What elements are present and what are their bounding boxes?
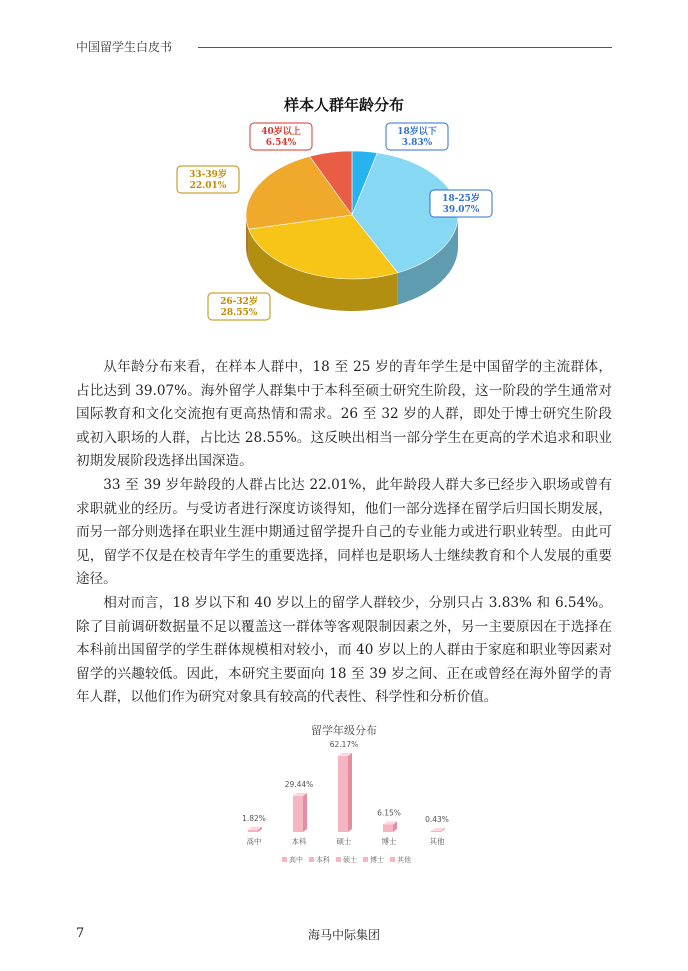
legend-label: 高中 (289, 856, 303, 864)
paragraph-2: 33 至 39 岁年龄段的人群占比达 22.01%，此年龄段人群大多已经步入职场或曾有求职就业的经历。与受访者进行深度访谈得知，他们一部分选择在留学后归国长期发展，而另一部分则选择在职业生涯中期通过留学提升自己的专业能力或进行职业转型。由此可见，留学不仅是在校青年学生的重要选择，同样也是职场人士继续教育和个人发展的重要途径。 (76, 476, 612, 588)
svg-text:39.07%: 39.07% (442, 205, 480, 215)
footer-organization: 海马中际集团 (307, 928, 380, 942)
legend-swatch (309, 857, 314, 862)
bar-高中 (248, 827, 262, 832)
bar-其他 (431, 828, 445, 832)
bar-category-label: 其他 (429, 837, 445, 846)
bar-value-label: 1.82% (242, 813, 266, 823)
bar-category-label: 本科 (291, 837, 307, 846)
svg-text:3.83%: 3.83% (401, 138, 433, 148)
svg-text:18岁以下: 18岁以下 (397, 127, 437, 137)
pie-label-4 (250, 123, 312, 150)
bar-chart-title: 留学年级分布 (311, 724, 377, 737)
legend-swatch (390, 857, 395, 862)
bar-category-label: 高中 (246, 837, 262, 846)
bar-value-label: 6.15% (377, 808, 401, 818)
svg-text:40岁以上: 40岁以上 (261, 127, 301, 137)
pie-label-2 (208, 293, 270, 320)
legend-swatch (336, 857, 341, 862)
legend-label: 博士 (370, 856, 384, 864)
legend-swatch (282, 857, 287, 862)
bar-value-label: 0.43% (425, 815, 449, 824)
svg-text:18-25岁: 18-25岁 (442, 194, 480, 204)
bar-博士 (383, 821, 397, 832)
pie-label-0 (386, 123, 448, 150)
header-title: 中国留学生白皮书 (76, 40, 173, 54)
page-number: 7 (76, 926, 85, 941)
legend-swatch (363, 857, 368, 862)
bar-category-label: 硕士 (336, 837, 352, 846)
svg-text:6.54%: 6.54% (265, 138, 297, 148)
bar-本科 (293, 793, 307, 832)
bar-硕士 (338, 753, 352, 832)
paragraph-1: 从年龄分布来看，在样本人群中，18 至 25 岁的青年学生是中国留学的主流群体，占比达到 39.07%。海外留学人群集中于本科至硕士研究生阶段，这一阶段的学生通常对国际教育和文化交流抱有更高热情和需求。26 至 32 岁的人群，即处于博士研究生阶段或初入职场的人群，占比达 28.55%。这反映出相当一部分学生在更高的学术追求和职业初期发展阶段选择出国深造。 (76, 359, 612, 470)
pie-label-1 (430, 190, 492, 217)
legend-label: 其他 (397, 856, 411, 864)
svg-text:26-32岁: 26-32岁 (220, 297, 258, 307)
legend-label: 硕士 (343, 856, 357, 864)
bar-value-label: 29.44% (284, 780, 314, 790)
pie-label-3 (177, 166, 239, 193)
svg-text:33-39岁: 33-39岁 (189, 170, 227, 180)
paragraph-3: 相对而言，18 岁以下和 40 岁以上的留学人群较少，分别只占 3.83% 和 6.54%。除了目前调研数据量不足以覆盖这一群体等客观限制因素之外，另一主要原因在于选择在本科前出国留学的学生群体规模相对较小，而 40 岁以上的人群由于家庭和职业等因素对留学的兴趣较低。因此，本研究主要面向 18 至 39 岁之间、正在或曾经在海外留学的青年人群，以他们作为研究对象具有较高的代表性、科学性和分析价值。 (76, 594, 612, 706)
age-pie-chart (0, 0, 688, 340)
svg-text:28.55%: 28.55% (220, 308, 258, 318)
bar-value-label: 62.17% (329, 740, 359, 749)
bar-category-label: 博士 (381, 837, 397, 846)
svg-text:22.01%: 22.01% (189, 181, 227, 191)
pie-chart-title: 样本人群年龄分布 (283, 96, 404, 114)
legend-label: 本科 (316, 856, 330, 864)
grade-bar-chart (0, 740, 688, 890)
article-body (76, 356, 612, 710)
